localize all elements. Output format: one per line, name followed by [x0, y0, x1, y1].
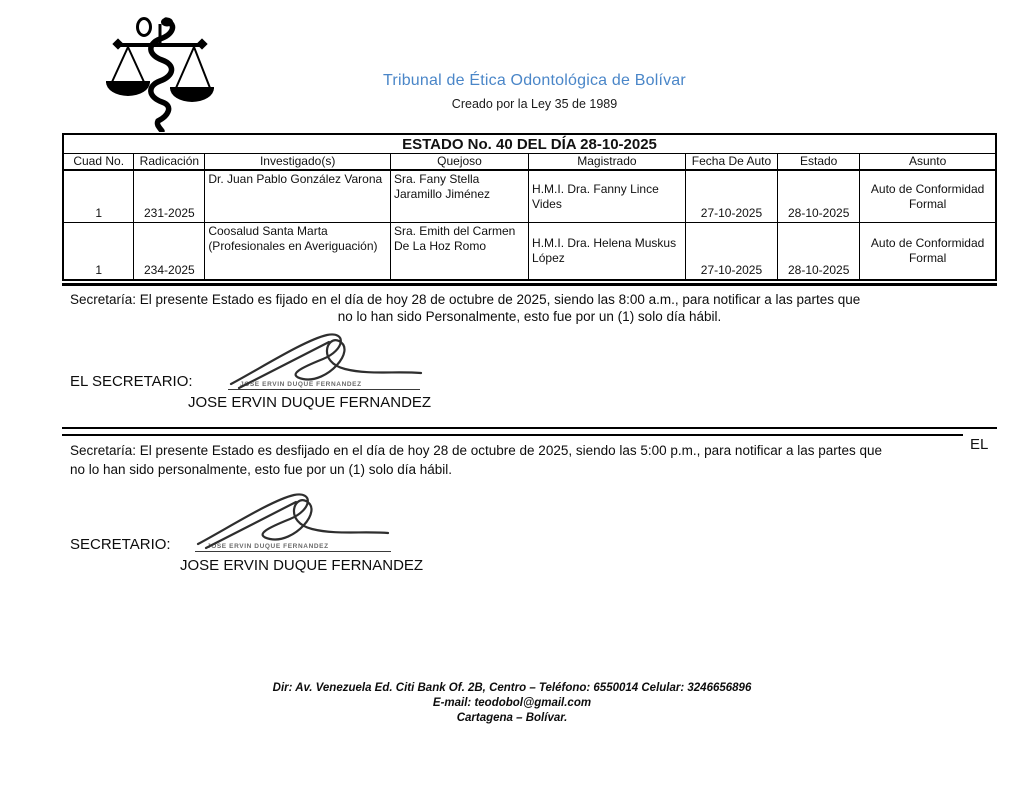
- signature-line: [195, 551, 391, 552]
- secretario-name: JOSE ERVIN DUQUE FERNANDEZ: [188, 394, 432, 411]
- col-header-investigado: Investigado(s): [205, 154, 391, 171]
- col-header-estado: Estado: [778, 154, 860, 171]
- cell-radicacion: 234-2025: [134, 223, 205, 281]
- fijacion-paragraph: [62, 291, 997, 325]
- signature-stamp-text: JOSE ERVIN DUQUE FERNANDEZ: [240, 381, 362, 388]
- signature-line: [228, 389, 420, 390]
- col-header-cuad: Cuad No.: [63, 154, 134, 171]
- cell-quejoso: Sra. Fany Stella Jaramillo Jiménez: [390, 170, 528, 223]
- document-footer: [0, 681, 1024, 726]
- cell-estado: 28-10-2025: [778, 170, 860, 223]
- col-header-radicacion: Radicación: [134, 154, 205, 171]
- cell-fecha-de-auto: 27-10-2025: [685, 223, 777, 281]
- fijacion-line1: Secretaría: El presente Estado es fijado en el día de hoy 28 de octubre de 2025, siendo las 8:00 a.m., para notificar a las partes que: [70, 292, 861, 307]
- col-header-fecha-de-auto: Fecha De Auto: [685, 154, 777, 171]
- secretario-label: EL SECRETARIO:: [70, 373, 193, 390]
- signature-stamp-text: JOSE ERVIN DUQUE FERNANDEZ: [207, 543, 329, 550]
- col-header-magistrado: Magistrado: [529, 154, 686, 171]
- cell-magistrado: H.M.I. Dra. Helena Muskus López: [529, 223, 686, 281]
- cell-cuad: 1: [63, 170, 134, 223]
- cell-quejoso: Sra. Emith del Carmen De La Hoz Romo: [390, 223, 528, 281]
- estado-table: [62, 133, 997, 281]
- cell-radicacion: 231-2025: [134, 170, 205, 223]
- footer-email: E-mail: teodobol@gmail.com: [432, 697, 592, 709]
- table-row: [63, 170, 996, 223]
- fijacion-line2: no lo han sido Personalmente, esto fue por un (1) solo día hábil.: [337, 309, 722, 324]
- cell-asunto: Auto de Conformidad Formal: [860, 170, 996, 223]
- cell-investigado: Dr. Juan Pablo González Varona: [205, 170, 391, 223]
- cell-investigado: Coosalud Santa Marta (Profesionales en Averiguación): [205, 223, 391, 281]
- table-header-row: [63, 154, 996, 171]
- table-row: [63, 223, 996, 281]
- page-title: Tribunal de Ética Odontológica de Bolívar: [383, 72, 686, 89]
- footer-city: Cartagena – Bolívar.: [456, 712, 568, 724]
- desfijacion-line1: Secretaría: El presente Estado es desfijado en el día de hoy 28 de octubre de 2025, siendo las 5:00 p.m., para notificar a las partes que: [70, 443, 883, 458]
- cell-estado: 28-10-2025: [778, 223, 860, 281]
- wrapped-el-word: EL: [970, 436, 989, 453]
- cell-magistrado: H.M.I. Dra. Fanny Lince Vides: [529, 170, 686, 223]
- table-title: ESTADO No. 40 DEL DÍA 28-10-2025: [63, 134, 996, 154]
- horizontal-rule: [62, 283, 997, 286]
- desfijacion-paragraph: [62, 441, 969, 479]
- horizontal-rule: [62, 427, 997, 429]
- table-title-row: [63, 134, 996, 154]
- page-subtitle: Creado por la Ley 35 de 1989: [451, 97, 618, 111]
- footer-address: Dir: Av. Venezuela Ed. Citi Bank Of. 2B, Centro – Teléfono: 6550014 Celular: 3246656896: [272, 682, 752, 694]
- secretario-name: JOSE ERVIN DUQUE FERNANDEZ: [180, 557, 424, 574]
- cell-cuad: 1: [63, 223, 134, 281]
- col-header-quejoso: Quejoso: [390, 154, 528, 171]
- horizontal-rule: [62, 434, 963, 436]
- secretario-label: SECRETARIO:: [70, 536, 171, 553]
- col-header-asunto: Asunto: [860, 154, 996, 171]
- cell-asunto: Auto de Conformidad Formal: [860, 223, 996, 281]
- desfijacion-line2: no lo han sido personalmente, esto fue por un (1) solo día hábil.: [70, 462, 452, 477]
- cell-fecha-de-auto: 27-10-2025: [685, 170, 777, 223]
